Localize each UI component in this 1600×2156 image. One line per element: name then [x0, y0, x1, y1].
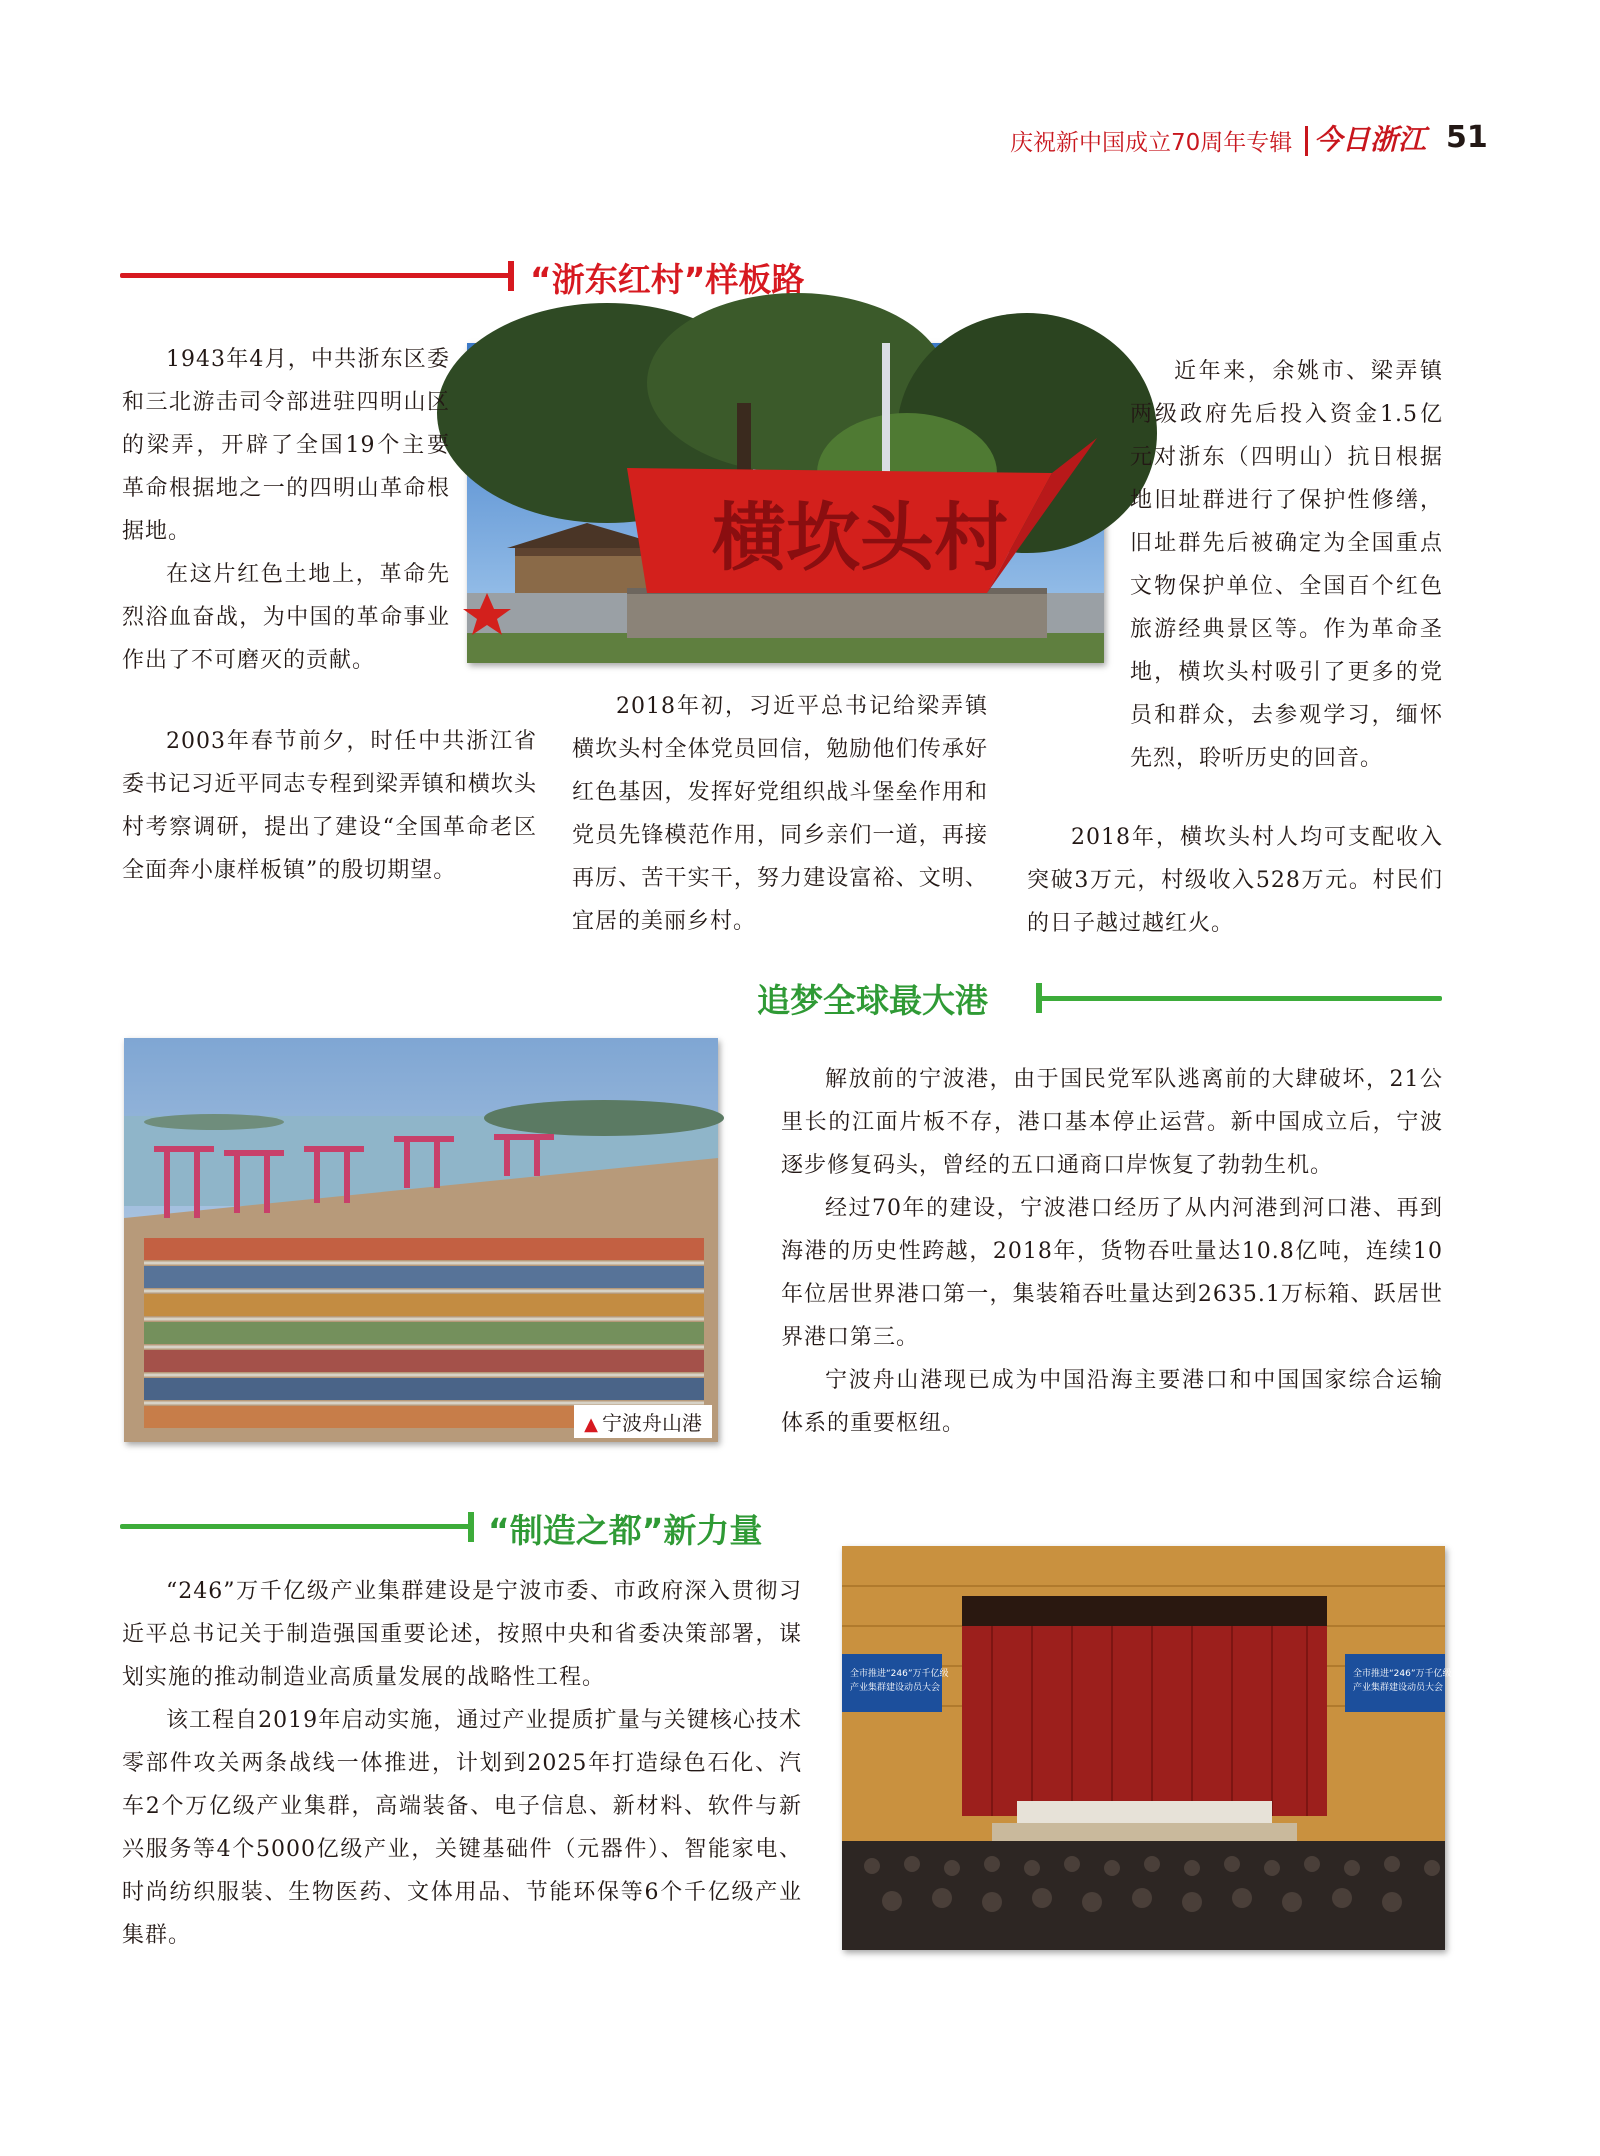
section2-text: [781, 1058, 1443, 1445]
paragraph: 在这片红色土地上，革命先烈浴血奋战，为中国的革命事业作出了不可磨灭的贡献。: [122, 562, 450, 673]
village-sign-illustration: [467, 343, 1104, 663]
paragraph: 该工程自2019年启动实施，通过产业提质扩量与关键核心技术零部件攻关两条战线一体推进，计划到2025年打造绿色石化、汽车2个万亿级产业集群，高端装备、电子信息、新材料、软件与新兴服务等4个5000亿级产业，关键基础件（元器件）、智能家电、时尚纺织服装、生物医药、文体用品、节能环保等6个千亿级产业集群。: [122, 1708, 802, 1948]
section-rule-right: [1040, 996, 1442, 1001]
paragraph: “246”万千亿级产业集群建设是宁波市委、市政府深入贯彻习近平总书记关于制造强国重要论述，按照中央和省委决策部署，谋划实施的推动制造业高质量发展的战略性工程。: [122, 1579, 802, 1690]
port-photo: [124, 1038, 718, 1442]
section-rule-left: [120, 273, 510, 278]
screen-text-left: 全市推进“246”万千亿级产业集群建设动员大会: [850, 1669, 949, 1693]
section-rule-cap: [468, 1512, 474, 1542]
screen-text-right: 全市推进“246”万千亿级产业集群建设动员大会: [1353, 1669, 1452, 1693]
section1-column-right-upper: [1130, 350, 1443, 771]
section-rule-cap: [508, 261, 514, 291]
paragraph: 解放前的宁波港，由于国民党军队逃离前的大肆破坏，21公里长的江面片板不存，港口基本停止运营。新中国成立后，宁波逐步修复码头，曾经的五口通商口岸恢复了勃勃生机。: [781, 1067, 1443, 1178]
header-divider: [1305, 126, 1308, 156]
paragraph: 经过70年的建设，宁波港口经历了从内河港到河口港、再到海港的历史性跨越，2018年，货物吞吐量达10.8亿吨，连续10年位居世界港口第一，集装箱吞吐量达到2635.1万标箱、跃居世界港口第三。: [781, 1196, 1443, 1350]
conference-illustration: [842, 1546, 1452, 1950]
section1-column-left: [122, 338, 450, 682]
section-rule-left: [120, 1524, 470, 1529]
paragraph: 2003年春节前夕，时任中共浙江省委书记习近平同志专程到梁弄镇和横坎头村考察调研，提出了建设“全国革命老区全面奔小康样板镇”的殷切期望。: [122, 729, 537, 883]
section1-column-middle: [572, 685, 988, 943]
paragraph: 1943年4月，中共浙东区委和三北游击司令部进驻四明山区的梁弄，开辟了全国19个主要革命根据地之一的四明山革命根据地。: [122, 347, 450, 544]
section-title: “制造之都”新力量: [488, 1511, 763, 1550]
port-illustration: [124, 1038, 718, 1442]
section-title: “浙东红村”样板路: [530, 260, 805, 299]
paragraph: 2018年，横坎头村人均可支配收入突破3万元，村级收入528万元。村民们的日子越过越红火。: [1027, 825, 1443, 936]
special-issue-title: 庆祝新中国成立70周年专辑: [1010, 130, 1293, 156]
paragraph: 近年来，余姚市、梁弄镇两级政府先后投入资金1.5亿元对浙东（四明山）抗日根据地旧址群进行了保护性修缮，旧址群先后被确定为全国重点文物保护单位、全国百个红色旅游经典景区等。作为革命圣地，横坎头村吸引了更多的党员和群众，去参观学习，缅怀先烈，聆听历史的回音。: [1130, 359, 1443, 771]
triangle-icon: ▲: [584, 1414, 598, 1435]
page-number: 51: [1446, 120, 1488, 155]
section1-column-left-lower: [122, 720, 537, 892]
village-sign-text: 横坎头村: [712, 495, 1008, 581]
photo-caption: [574, 1405, 712, 1438]
magazine-logo: 今日浙江: [1314, 123, 1427, 156]
paragraph: 2018年初，习近平总书记给梁弄镇横坎头村全体党员回信，勉励他们传承好红色基因，发挥好党组织战斗堡垒作用和党员先锋模范作用，同乡亲们一道，再接再厉、苦干实干，努力建设富裕、文明、宜居的美丽乡村。: [572, 694, 988, 934]
section3-text: [122, 1570, 802, 1957]
conference-photo: [842, 1546, 1452, 1950]
village-sign-photo: [467, 343, 1104, 663]
section1-column-right-lower: [1027, 816, 1443, 945]
section-title: 追梦全球最大港: [757, 981, 988, 1020]
photo-caption-text: 宁波舟山港: [602, 1411, 702, 1435]
paragraph: 宁波舟山港现已成为中国沿海主要港口和中国国家综合运输体系的重要枢纽。: [781, 1368, 1443, 1436]
